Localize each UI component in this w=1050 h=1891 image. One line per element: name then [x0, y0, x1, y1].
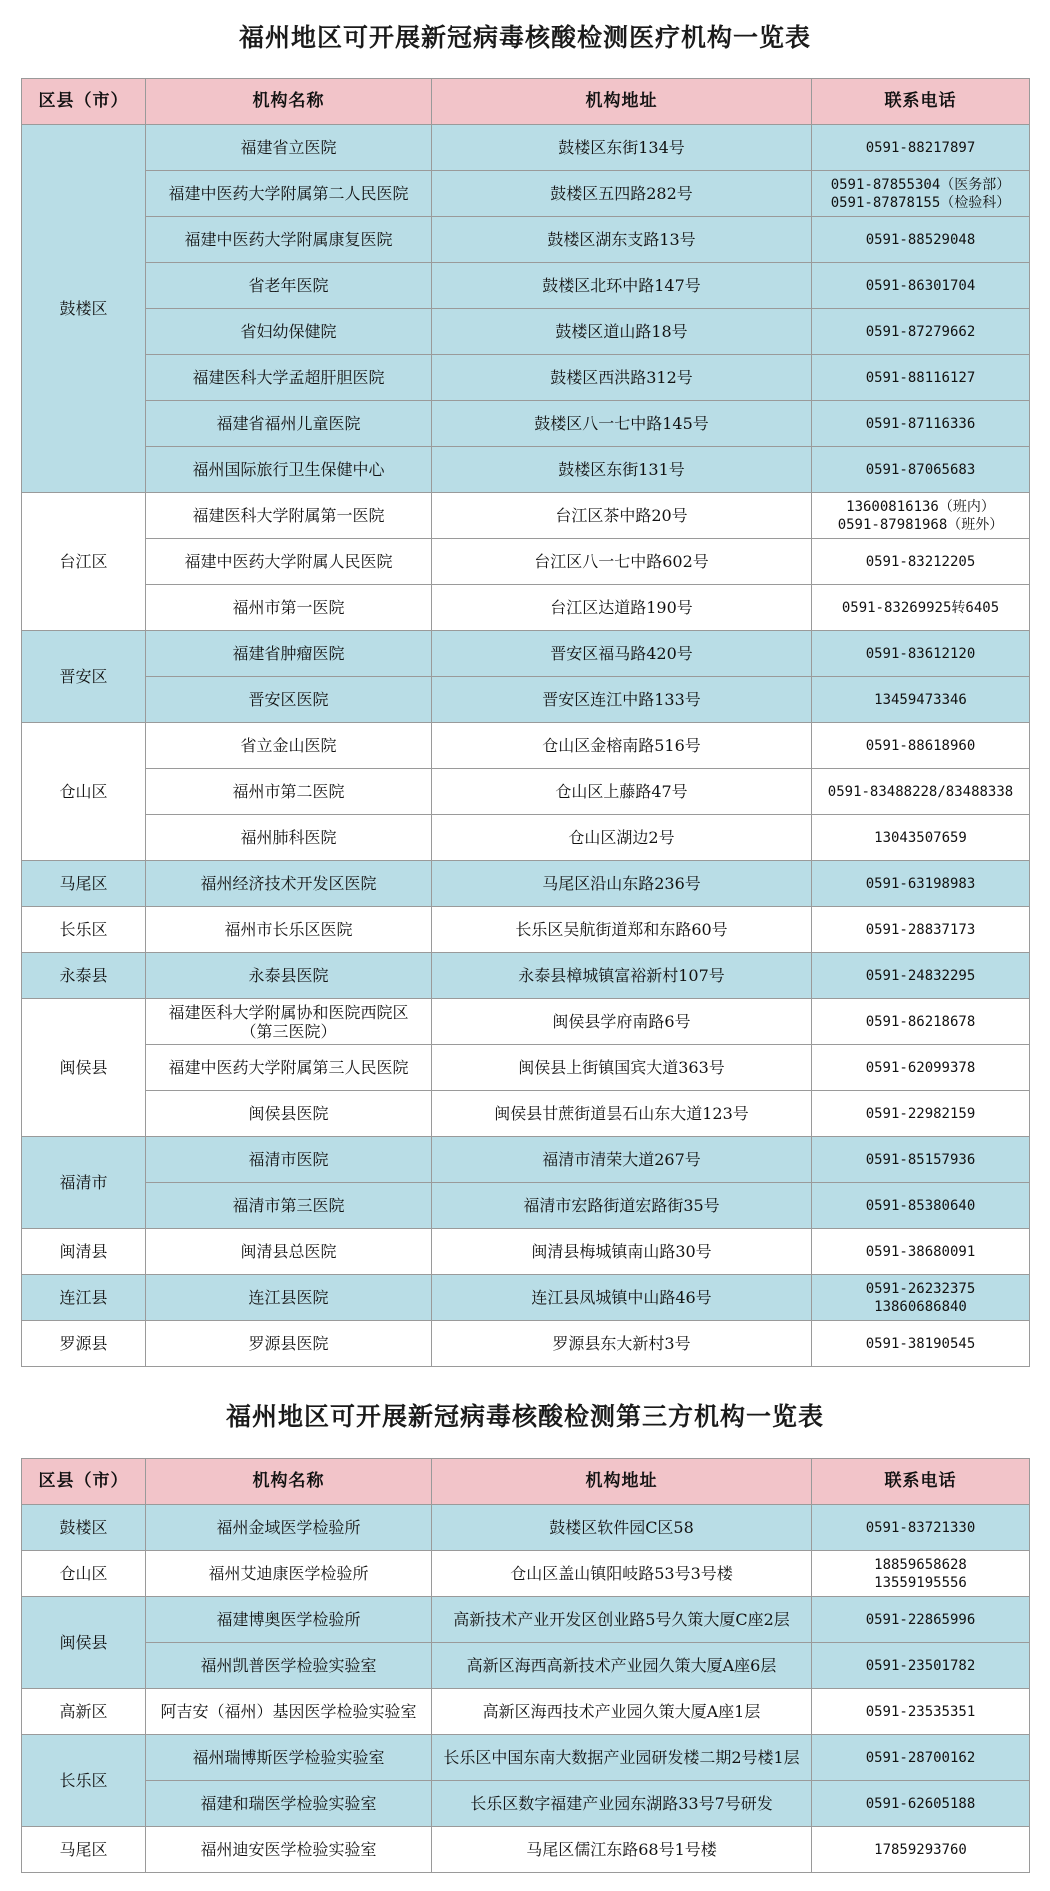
address-cell: 长乐区中国东南大数据产业园研发楼二期2号楼1层: [432, 1735, 812, 1781]
phone-cell: 0591-83212205: [812, 539, 1030, 585]
phone-cell: 17859293760: [812, 1827, 1030, 1873]
address-cell: 仓山区盖山镇阳岐路53号3号楼: [432, 1551, 812, 1597]
address-cell: 福清市宏路街道宏路街35号: [432, 1183, 812, 1229]
phone-cell: 13459473346: [812, 677, 1030, 723]
table-row: [22, 907, 1030, 953]
institution-name-cell: 福建医科大学孟超肝胆医院: [146, 355, 432, 401]
table-row: [22, 1643, 1030, 1689]
table-header-row: [22, 1459, 1030, 1505]
district-cell: 连江县: [22, 1275, 146, 1321]
phone-cell: 0591-83269925转6405: [812, 585, 1030, 631]
phone-cell: 0591-24832295: [812, 953, 1030, 999]
phone-cell: 0591-62605188: [812, 1781, 1030, 1827]
table-body: [22, 125, 1030, 1367]
phone-cell: 0591-23501782: [812, 1643, 1030, 1689]
phone-cell: 0591-86301704: [812, 263, 1030, 309]
table-row: [22, 171, 1030, 217]
address-cell: 鼓楼区五四路282号: [432, 171, 812, 217]
phone-cell: 18859658628 13559195556: [812, 1551, 1030, 1597]
district-cell: 马尾区: [22, 1827, 146, 1873]
institution-name-cell: 福建中医药大学附属第三人民医院: [146, 1045, 432, 1091]
address-cell: 鼓楼区八一七中路145号: [432, 401, 812, 447]
institution-name-cell: 福建中医药大学附属第二人民医院: [146, 171, 432, 217]
institution-name-cell: 省老年医院: [146, 263, 432, 309]
table-header-row: [22, 79, 1030, 125]
district-cell: 闽清县: [22, 1229, 146, 1275]
phone-cell: 13043507659: [812, 815, 1030, 861]
header-district: 区县（市）: [22, 79, 146, 125]
institution-name-cell: 福建省立医院: [146, 125, 432, 171]
header-phone: 联系电话: [812, 1459, 1030, 1505]
table-row: [22, 1229, 1030, 1275]
district-cell: 台江区: [22, 493, 146, 631]
phone-cell: 0591-63198983: [812, 861, 1030, 907]
institution-name-cell: 福州金域医学检验所: [146, 1505, 432, 1551]
address-cell: 高新技术产业开发区创业路5号久策大厦C座2层: [432, 1597, 812, 1643]
table-row: [22, 539, 1030, 585]
address-cell: 台江区茶中路20号: [432, 493, 812, 539]
header-address: 机构地址: [432, 1459, 812, 1505]
district-cell: 长乐区: [22, 1735, 146, 1827]
header-name: 机构名称: [146, 1459, 432, 1505]
district-cell: 永泰县: [22, 953, 146, 999]
table-row: [22, 1275, 1030, 1321]
address-cell: 永泰县樟城镇富裕新村107号: [432, 953, 812, 999]
institution-name-cell: 福州迪安医学检验实验室: [146, 1827, 432, 1873]
address-cell: 罗源县东大新村3号: [432, 1321, 812, 1367]
address-cell: 鼓楼区东街134号: [432, 125, 812, 171]
institution-name-cell: 福州艾迪康医学检验所: [146, 1551, 432, 1597]
table-row: [22, 1137, 1030, 1183]
address-cell: 闽侯县甘蔗街道昙石山东大道123号: [432, 1091, 812, 1137]
institution-name-cell: 闽清县总医院: [146, 1229, 432, 1275]
table-row: [22, 1091, 1030, 1137]
institution-name-cell: 永泰县医院: [146, 953, 432, 999]
address-cell: 高新区海西高新技术产业园久策大厦A座6层: [432, 1643, 812, 1689]
institution-name-cell: 福建医科大学附属协和医院西院区 （第三医院）: [146, 999, 432, 1045]
institution-name-cell: 省立金山医院: [146, 723, 432, 769]
district-cell: 长乐区: [22, 907, 146, 953]
institution-name-cell: 福建中医药大学附属人民医院: [146, 539, 432, 585]
phone-cell: 0591-87065683: [812, 447, 1030, 493]
phone-cell: 0591-85157936: [812, 1137, 1030, 1183]
phone-cell: 0591-83721330: [812, 1505, 1030, 1551]
institution-name-cell: 福清市第三医院: [146, 1183, 432, 1229]
district-cell: 高新区: [22, 1689, 146, 1735]
district-cell: 福清市: [22, 1137, 146, 1229]
phone-cell: 0591-38680091: [812, 1229, 1030, 1275]
medical-institutions-table: [21, 78, 1030, 1367]
address-cell: 晋安区福马路420号: [432, 631, 812, 677]
address-cell: 马尾区沿山东路236号: [432, 861, 812, 907]
table-row: [22, 999, 1030, 1045]
address-cell: 仓山区上藤路47号: [432, 769, 812, 815]
address-cell: 台江区八一七中路602号: [432, 539, 812, 585]
address-cell: 鼓楼区软件园C区58: [432, 1505, 812, 1551]
institution-name-cell: 福清市医院: [146, 1137, 432, 1183]
header-name: 机构名称: [146, 79, 432, 125]
table-body: [22, 1505, 1030, 1873]
institution-name-cell: 连江县医院: [146, 1275, 432, 1321]
table-row: [22, 1505, 1030, 1551]
table-row: [22, 401, 1030, 447]
table-row: [22, 1597, 1030, 1643]
table-row: [22, 355, 1030, 401]
header-address: 机构地址: [432, 79, 812, 125]
institution-name-cell: 福州凯普医学检验实验室: [146, 1643, 432, 1689]
phone-cell: 0591-38190545: [812, 1321, 1030, 1367]
table-row: [22, 677, 1030, 723]
district-cell: 晋安区: [22, 631, 146, 723]
district-cell: 鼓楼区: [22, 1505, 146, 1551]
phone-cell: 0591-62099378: [812, 1045, 1030, 1091]
table-row: [22, 861, 1030, 907]
table-row: [22, 125, 1030, 171]
institution-name-cell: 福建省肿瘤医院: [146, 631, 432, 677]
address-cell: 仓山区金榕南路516号: [432, 723, 812, 769]
institution-name-cell: 福建中医药大学附属康复医院: [146, 217, 432, 263]
address-cell: 鼓楼区东街131号: [432, 447, 812, 493]
institution-name-cell: 福建和瑞医学检验实验室: [146, 1781, 432, 1827]
institution-name-cell: 闽侯县医院: [146, 1091, 432, 1137]
address-cell: 闽侯县学府南路6号: [432, 999, 812, 1045]
table-row: [22, 1045, 1030, 1091]
institution-name-cell: 福州瑞博斯医学检验实验室: [146, 1735, 432, 1781]
table-row: [22, 447, 1030, 493]
institution-name-cell: 罗源县医院: [146, 1321, 432, 1367]
district-cell: 仓山区: [22, 1551, 146, 1597]
institution-name-cell: 晋安区医院: [146, 677, 432, 723]
table-row: [22, 953, 1030, 999]
address-cell: 长乐区吴航街道郑和东路60号: [432, 907, 812, 953]
address-cell: 台江区达道路190号: [432, 585, 812, 631]
phone-cell: 0591-28837173: [812, 907, 1030, 953]
table-row: [22, 631, 1030, 677]
phone-cell: 0591-83488228/83488338: [812, 769, 1030, 815]
district-cell: 鼓楼区: [22, 125, 146, 493]
district-cell: 闽侯县: [22, 1597, 146, 1689]
page-title-third-party: 福州地区可开展新冠病毒核酸检测第三方机构一览表: [225, 1402, 824, 1431]
address-cell: 仓山区湖边2号: [432, 815, 812, 861]
phone-cell: 0591-23535351: [812, 1689, 1030, 1735]
page-title-medical: 福州地区可开展新冠病毒核酸检测医疗机构一览表: [238, 23, 811, 52]
institution-name-cell: 福州市第一医院: [146, 585, 432, 631]
institution-name-cell: 福州经济技术开发区医院: [146, 861, 432, 907]
institution-name-cell: 福建医科大学附属第一医院: [146, 493, 432, 539]
table-row: [22, 1321, 1030, 1367]
phone-cell: 0591-86218678: [812, 999, 1030, 1045]
district-cell: 罗源县: [22, 1321, 146, 1367]
address-cell: 长乐区数字福建产业园东湖路33号7号研发: [432, 1781, 812, 1827]
table-row: [22, 1781, 1030, 1827]
table-row: [22, 493, 1030, 539]
table-row: [22, 1551, 1030, 1597]
district-cell: 马尾区: [22, 861, 146, 907]
third-party-institutions-table: [21, 1458, 1030, 1873]
header-phone: 联系电话: [812, 79, 1030, 125]
institution-name-cell: 福州市第二医院: [146, 769, 432, 815]
header-district: 区县（市）: [22, 1459, 146, 1505]
institution-name-cell: 福州国际旅行卫生保健中心: [146, 447, 432, 493]
table-row: [22, 1735, 1030, 1781]
table-row: [22, 723, 1030, 769]
phone-cell: 0591-88217897: [812, 125, 1030, 171]
address-cell: 马尾区儒江东路68号1号楼: [432, 1827, 812, 1873]
phone-cell: 0591-88618960: [812, 723, 1030, 769]
phone-cell: 0591-83612120: [812, 631, 1030, 677]
address-cell: 鼓楼区西洪路312号: [432, 355, 812, 401]
table-row: [22, 769, 1030, 815]
table-row: [22, 263, 1030, 309]
address-cell: 福清市清荣大道267号: [432, 1137, 812, 1183]
table-row: [22, 1183, 1030, 1229]
phone-cell: 0591-88116127: [812, 355, 1030, 401]
address-cell: 鼓楼区道山路18号: [432, 309, 812, 355]
table-row: [22, 1827, 1030, 1873]
institution-name-cell: 省妇幼保健院: [146, 309, 432, 355]
address-cell: 鼓楼区湖东支路13号: [432, 217, 812, 263]
institution-name-cell: 福建省福州儿童医院: [146, 401, 432, 447]
address-cell: 闽侯县上街镇国宾大道363号: [432, 1045, 812, 1091]
table-row: [22, 309, 1030, 355]
phone-cell: 0591-22865996: [812, 1597, 1030, 1643]
institution-name-cell: 福州肺科医院: [146, 815, 432, 861]
institution-name-cell: 福建博奥医学检验所: [146, 1597, 432, 1643]
address-cell: 闽清县梅城镇南山路30号: [432, 1229, 812, 1275]
institution-name-cell: 阿吉安（福州）基因医学检验实验室: [146, 1689, 432, 1735]
address-cell: 连江县凤城镇中山路46号: [432, 1275, 812, 1321]
table-row: [22, 217, 1030, 263]
phone-cell: 0591-28700162: [812, 1735, 1030, 1781]
address-cell: 鼓楼区北环中路147号: [432, 263, 812, 309]
phone-cell: 0591-85380640: [812, 1183, 1030, 1229]
district-cell: 仓山区: [22, 723, 146, 861]
phone-cell: 0591-26232375 13860686840: [812, 1275, 1030, 1321]
table-row: [22, 815, 1030, 861]
table-row: [22, 585, 1030, 631]
phone-cell: 0591-87855304（医务部） 0591-87878155（检验科）: [812, 171, 1030, 217]
address-cell: 高新区海西技术产业园久策大厦A座1层: [432, 1689, 812, 1735]
address-cell: 晋安区连江中路133号: [432, 677, 812, 723]
table-row: [22, 1689, 1030, 1735]
institution-name-cell: 福州市长乐区医院: [146, 907, 432, 953]
phone-cell: 0591-22982159: [812, 1091, 1030, 1137]
phone-cell: 13600816136（班内） 0591-87981968（班外）: [812, 493, 1030, 539]
district-cell: 闽侯县: [22, 999, 146, 1137]
phone-cell: 0591-88529048: [812, 217, 1030, 263]
phone-cell: 0591-87279662: [812, 309, 1030, 355]
phone-cell: 0591-87116336: [812, 401, 1030, 447]
